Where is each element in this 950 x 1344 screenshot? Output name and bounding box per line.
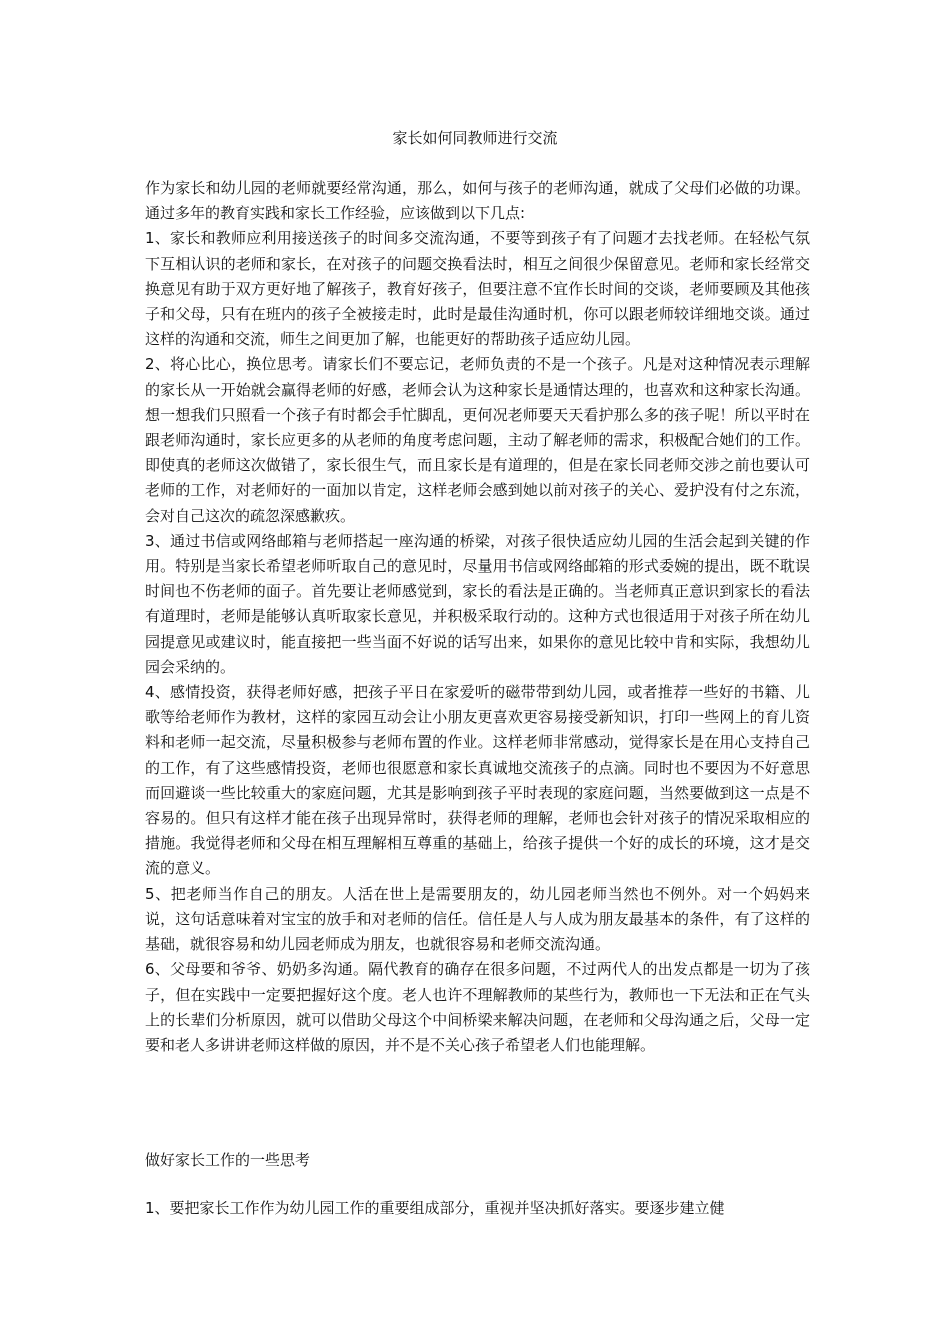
paragraph-5: 5、把老师当作自己的朋友。人活在世上是需要朋友的，幼儿园老师当然也不例外。对一个妈妈来说，这句话意味着对宝宝的放手和对老师的信任。信任是人与人成为朋友最基本的条件，有了这样的基础，就很容易和幼儿园老师成为朋友，也就很容易和老师交流沟通。 (145, 884, 810, 954)
paragraph-4: 4、感情投资，获得老师好感，把孩子平日在家爱听的磁带带到幼儿园，或者推荐一些好的书籍、儿歌等给老师作为教材，这样的家园互动会让小朋友更喜欢更容易接受新知识，打印一些网上的育儿资料和老师一起交流，尽量积极参与老师布置的作业。这样老师非常感动，觉得家长是在用心支持自己的工作，有了这些感情投资，老师也很愿意和家长真诚地交流孩子的点滴。同时也不要因为不好意思而回避谈一些比较重大的家庭问题，尤其是影响到孩子平时表现的家庭问题，当然要做到这一点是不容易的。但只有这样才能在孩子出现异常时，获得老师的理解，老师也会针对孩子的情况采取相应的措施。我觉得老师和父母在相互理解相互尊重的基础上，给孩子提供一个好的成长的环境，这才是交流的意义。 (145, 683, 810, 878)
tail-paragraph: 1、要把家长工作作为幼儿园工作的重要组成部分，重视并坚决抓好落实。要逐步建立健 (145, 1199, 725, 1217)
paragraph-1: 1、家长和教师应利用接送孩子的时间多交流沟通，不要等到孩子有了问题才去找老师。在轻松气氛下互相认识的老师和家长，在对孩子的问题交换看法时，相互之间很少保留意见。老师和家长经常交换意见有助于双方更好地了解孩子，教育好孩子，但要注意不宜作长时间的交谈，老师要顾及其他孩子和父母，只有在班内的孩子全被接走时，此时是最佳沟通时机，你可以跟老师较详细地交谈。通过这样的沟通和交流，师生之间更加了解，也能更好的帮助孩子适应幼儿园。 (145, 229, 810, 349)
paragraph-6: 6、父母要和爷爷、奶奶多沟通。隔代教育的确存在很多问题，不过两代人的出发点都是一切为了孩子，但在实践中一定要把握好这个度。老人也许不理解教师的某些行为，教师也一下无法和正在气头上的长辈们分析原因，就可以借助父母这个中间桥梁来解决问题，在老师和父母沟通之后，父母一定要和老人多讲讲老师这样做的原因，并不是不关心孩子希望老人们也能理解。 (145, 960, 810, 1054)
intro-paragraph: 作为家长和幼儿园的老师就要经常沟通，那么，如何与孩子的老师沟通，就成了父母们必做的功课。通过多年的教育实践和家长工作经验，应该做到以下几点: (145, 179, 810, 223)
document-body (145, 176, 810, 1058)
section-title: 做好家长工作的一些思考 (145, 1151, 311, 1169)
paragraph-3: 3、通过书信或网络邮箱与老师搭起一座沟通的桥梁，对孩子很快适应幼儿园的生活会起到关键的作用。特别是当家长希望老师听取自己的意见时，尽量用书信或网络邮箱的形式委婉的提出，既不耽误时间也不伤老师的面子。首先要让老师感觉到，家长的看法是正确的。当老师真正意识到家长的看法有道理时，老师是能够认真听取家长意见，并积极采取行动的。这种方式也很适用于对孩子所在幼儿园提意见或建议时，能直接把一些当面不好说的话写出来，如果你的意见比较中肯和实际，我想幼儿园会采纳的。 (145, 531, 810, 676)
document-title: 家长如何同教师进行交流 (392, 129, 558, 147)
paragraph-2: 2、将心比心，换位思考。请家长们不要忘记，老师负责的不是一个孩子。凡是对这种情况表示理解的家长从一开始就会赢得老师的好感，老师会认为这种家长是通情达理的，也喜欢和这种家长沟通。想一想我们只照看一个孩子有时都会手忙脚乱，更何况老师要天天看护那么多的孩子呢！所以平时在跟老师沟通时，家长应更多的从老师的角度考虑问题，主动了解老师的需求，积极配合她们的工作。即使真的老师这次做错了，家长很生气，而且家长是有道理的，但是在家长同老师交涉之前也要认可老师的工作，对老师好的一面加以肯定，这样老师会感到她以前对孩子的关心、爱护没有付之东流，会对自己这次的疏忽深感歉疚。 (145, 355, 810, 525)
